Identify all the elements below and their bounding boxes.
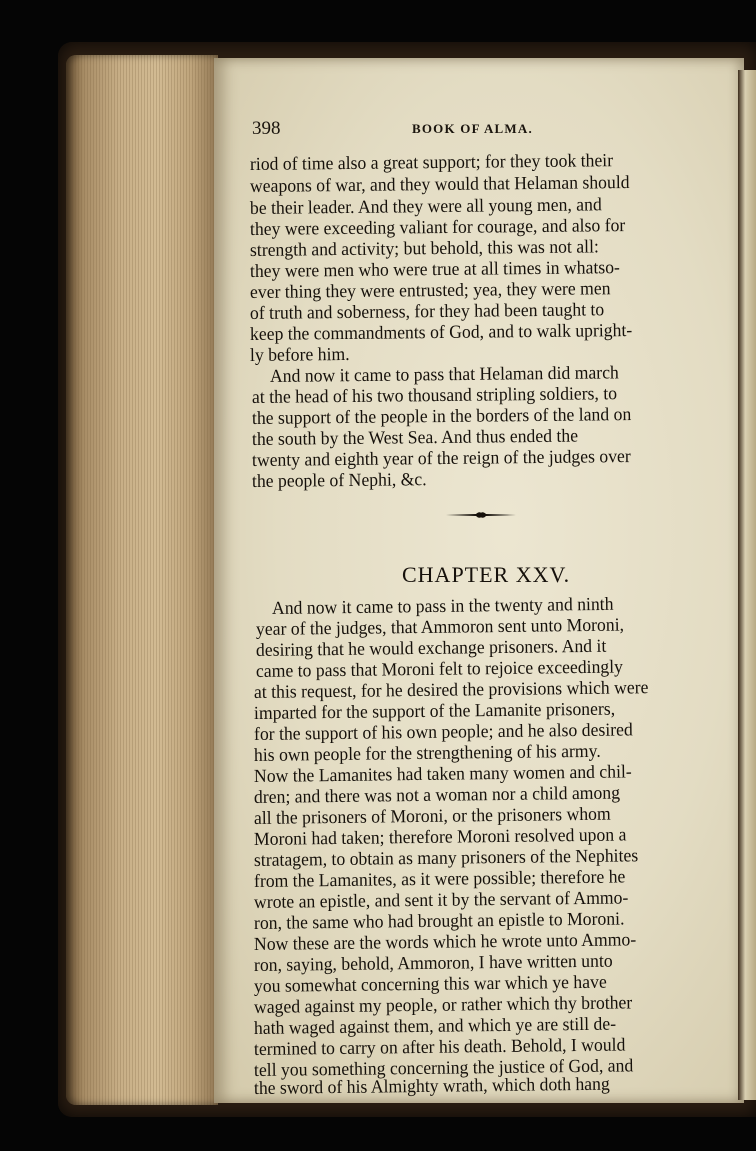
text-line: you somewhat concerning this war which ye have: [253, 972, 607, 997]
text-line: weapons of war, and they would that Helaman should: [249, 173, 630, 197]
text-line: at the head of his two thousand stripling soldiers, to: [251, 384, 618, 408]
text-line: all the prisoners of Moroni, or the prisoners whom: [253, 804, 611, 829]
text-line: waged against my people, or rather which thy brother: [253, 993, 633, 1018]
text-line: the south by the West Sea. And thus ended the: [251, 426, 579, 450]
text-line: riod of time also a great support; for they took their: [249, 151, 614, 175]
text-line: ron, saying, behold, Ammoron, I have written unto: [253, 951, 613, 976]
text-line: twenty and eighth year of the reign of the judges over: [251, 447, 631, 471]
text-line: keep the commandments of God, and to walk upright-: [249, 320, 633, 345]
text-line: imparted for the support of the Lamanite prisoners,: [253, 699, 616, 724]
text-line: the sword of his Almighty wrath, which doth hang: [253, 1074, 610, 1099]
facing-page-edge: [738, 70, 756, 1100]
text-line: at this request, for he desired the provisions which were: [253, 678, 649, 703]
text-line: wrote an epistle, and sent it by the servant of Ammo-: [253, 888, 629, 913]
text-line: termined to carry on after his death. Behold, I would: [253, 1035, 626, 1060]
text-line: And now it came to pass that Helaman did march: [269, 363, 619, 387]
text-line: they were exceeding valiant for courage, and also for: [249, 216, 626, 240]
text-line: of truth and soberness, for they had been taught to: [249, 300, 605, 324]
text-line: Moroni had taken; therefore Moroni resolved upon a: [253, 825, 627, 850]
text-line: Now these are the words which he wrote unto Ammo-: [253, 930, 637, 955]
text-line: ron, the same who had brought an epistle to Moroni.: [253, 909, 625, 934]
ornament-divider: [446, 508, 516, 522]
text-line: hath waged against them, and which ye are still de-: [253, 1014, 617, 1039]
text-line: for the support of his own people; and he also desired: [253, 720, 633, 745]
text-line: came to pass that Moroni felt to rejoice exceedingly: [255, 657, 624, 682]
text-line: desiring that he would exchange prisoners. And it: [255, 636, 607, 661]
text-line: the people of Nephi, &c.: [251, 470, 427, 492]
running-title: BOOK OF ALMA.: [412, 121, 533, 136]
text-line: they were men who were true at all times in whatso-: [249, 258, 620, 282]
text-line: be their leader. And they were all young men, and: [249, 195, 602, 219]
text-line: his own people for the strengthening of his army.: [253, 741, 601, 766]
text-line: year of the judges, that Ammoron sent unto Moroni,: [255, 615, 625, 640]
page-block-edge: [66, 55, 218, 1105]
text-line: strength and activity; but behold, this was not all:: [249, 237, 599, 261]
text-line: tell you something concerning the justice of God, and: [253, 1056, 634, 1081]
text-line: ly before him.: [249, 344, 350, 366]
running-head: [252, 118, 722, 140]
page-number: 398: [252, 118, 281, 139]
chapter-heading: CHAPTER XXV.: [402, 562, 571, 587]
text-line: ever thing they were entrusted; yea, they were men: [249, 279, 611, 303]
text-line: And now it came to pass in the twenty and ninth: [271, 594, 614, 619]
text-line: Now the Lamanites had taken many women and chil-: [253, 762, 632, 787]
text-line: from the Lamanites, as it were possible; therefore he: [253, 867, 626, 892]
text-line: stratagem, to obtain as many prisoners of the Nephites: [253, 846, 639, 871]
text-line: dren; and there was not a woman nor a child among: [253, 783, 621, 808]
text-line: the support of the people in the borders of the land on: [251, 405, 632, 429]
